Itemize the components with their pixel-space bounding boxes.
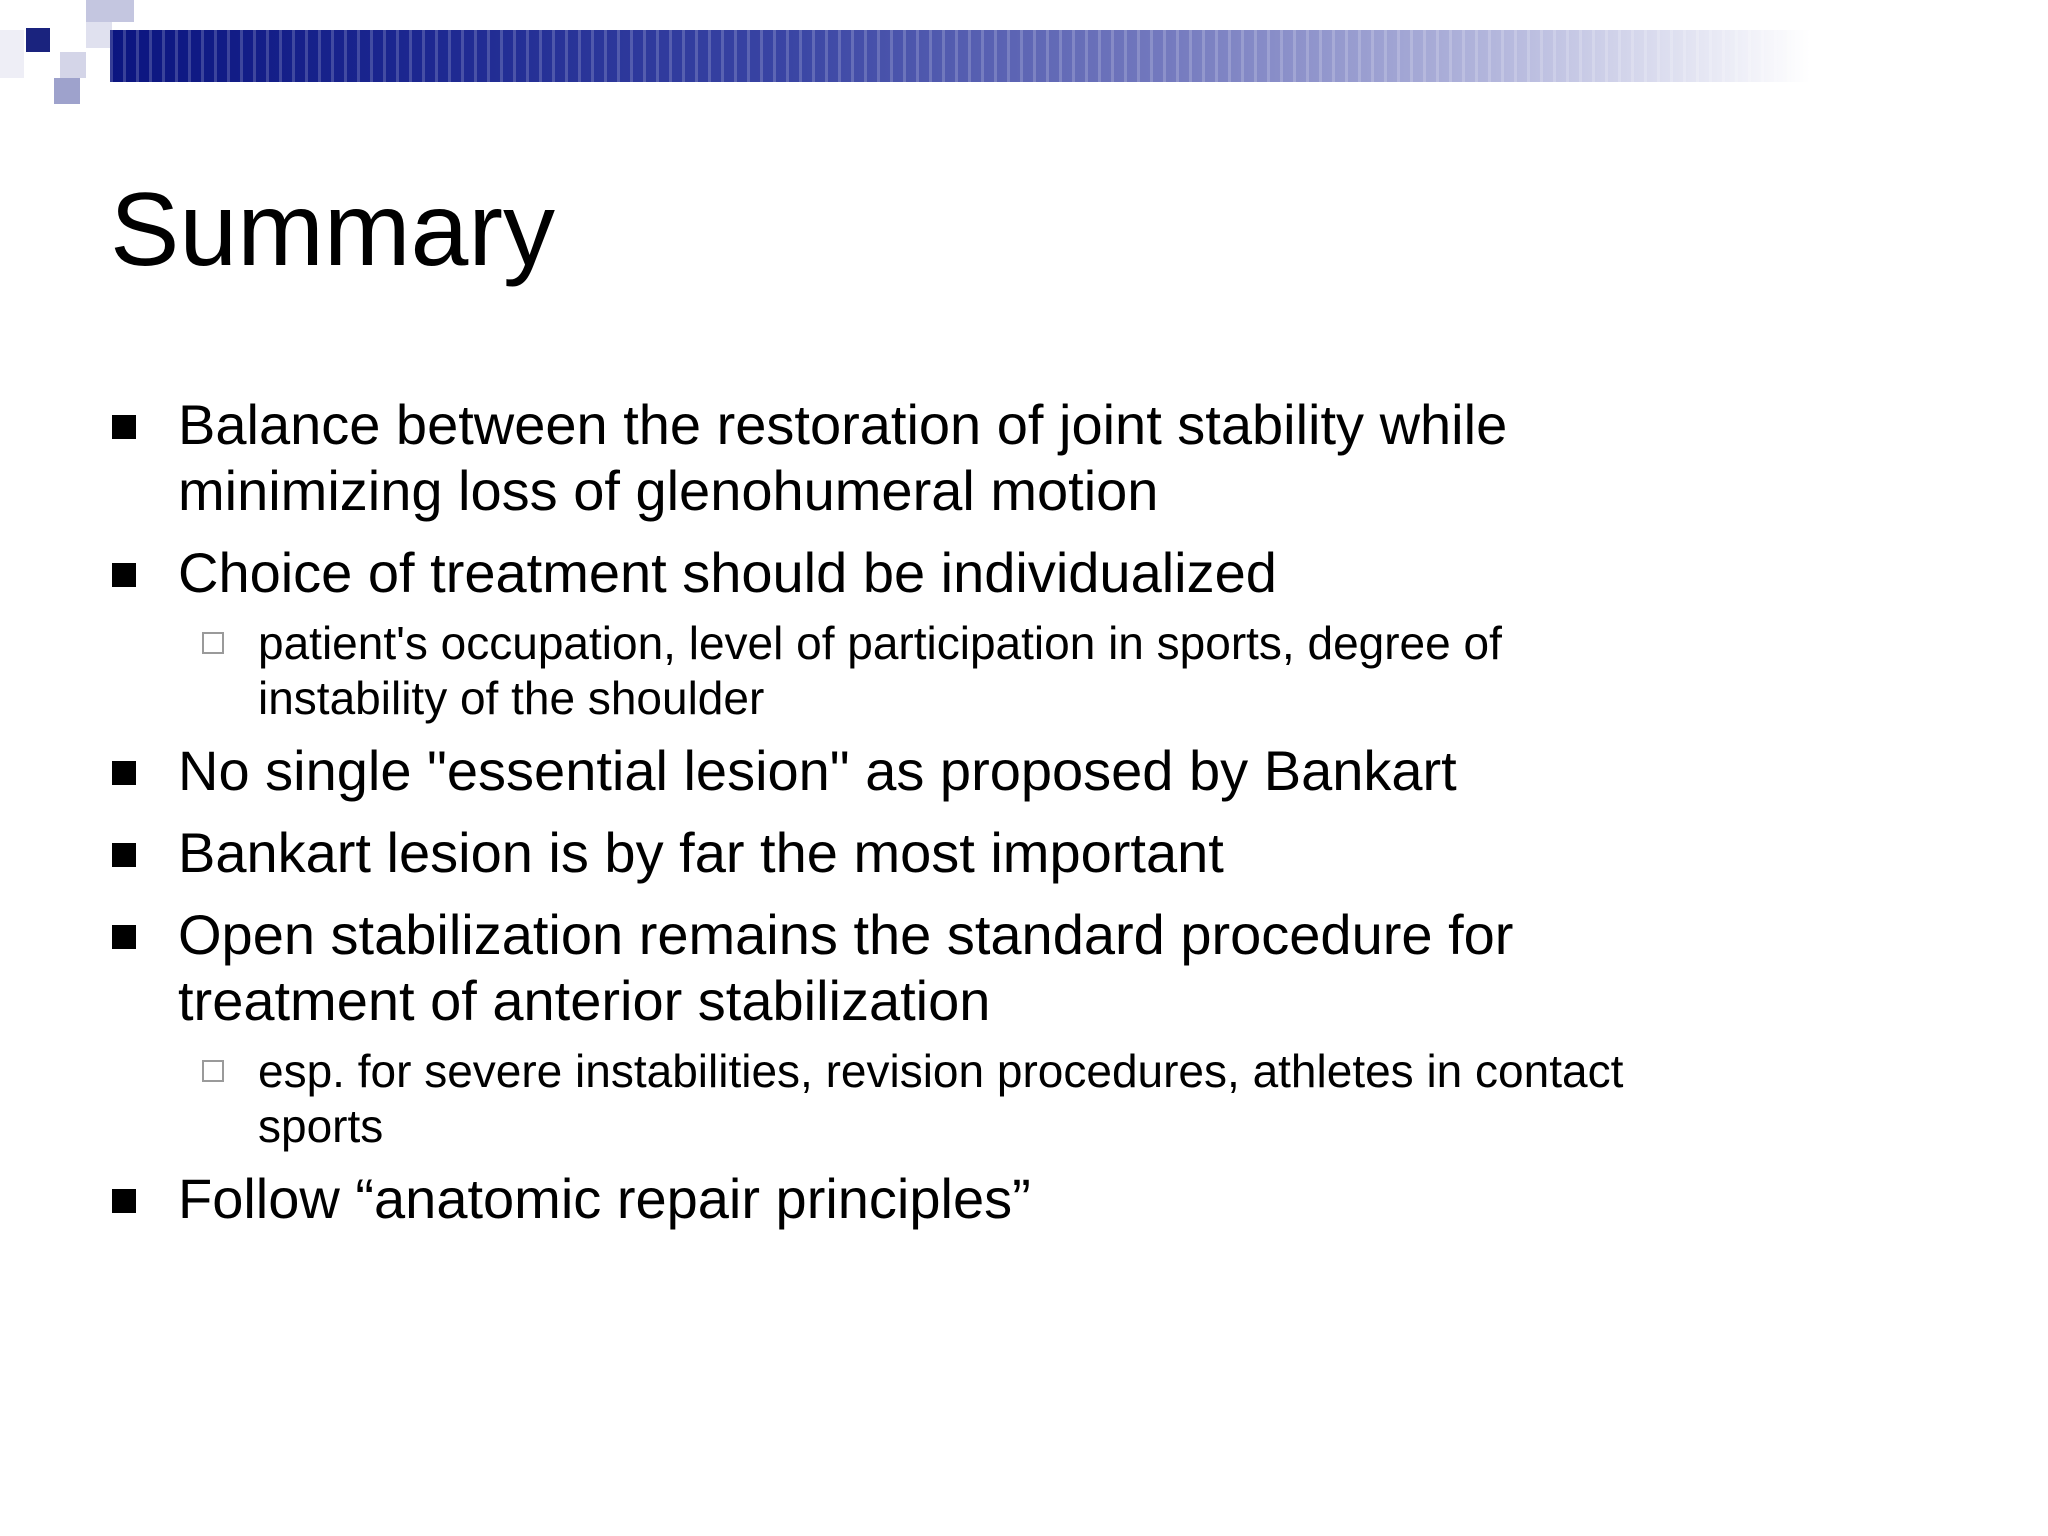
- bullet-text: Bankart lesion is by far the most important: [178, 821, 1224, 884]
- slide-title: Summary: [110, 172, 555, 288]
- bullet-item: [110, 1166, 1670, 1232]
- bullet-text: Choice of treatment should be individualized: [178, 541, 1277, 604]
- sub-bullet-item: [110, 1044, 1670, 1154]
- sub-bullet-text: patient's occupation, level of participation in sports, degree of instability of the shoulder: [258, 617, 1502, 724]
- bullet-text: Open stabilization remains the standard procedure for treatment of anterior stabilization: [178, 903, 1514, 1032]
- bullet-text: Balance between the restoration of joint stability while minimizing loss of glenohumeral motion: [178, 393, 1508, 522]
- square-bullet-icon: [112, 761, 136, 785]
- hollow-square-bullet-icon: [202, 632, 224, 654]
- bullet-item: [110, 540, 1670, 606]
- sub-bullet-item: [110, 616, 1670, 726]
- banner-square: [0, 30, 24, 78]
- banner-square: [86, 22, 112, 48]
- banner-gradient-stripe: [110, 30, 1810, 82]
- banner-square: [86, 0, 134, 22]
- bullet-text: No single "essential lesion" as proposed by Bankart: [178, 739, 1457, 802]
- hollow-square-bullet-icon: [202, 1060, 224, 1082]
- square-bullet-icon: [112, 563, 136, 587]
- square-bullet-icon: [112, 925, 136, 949]
- square-bullet-icon: [112, 415, 136, 439]
- header-banner: [0, 0, 2048, 120]
- bullet-item: [110, 902, 1670, 1034]
- banner-square: [60, 52, 86, 78]
- bullet-item: [110, 820, 1670, 886]
- square-bullet-icon: [112, 843, 136, 867]
- banner-square: [26, 28, 50, 52]
- banner-square: [54, 78, 80, 104]
- bullet-item: [110, 392, 1670, 524]
- bullet-text: Follow “anatomic repair principles”: [178, 1167, 1031, 1230]
- sub-bullet-text: esp. for severe instabilities, revision procedures, athletes in contact sports: [258, 1045, 1624, 1152]
- bullet-item: [110, 738, 1670, 804]
- square-bullet-icon: [112, 1189, 136, 1213]
- bullet-list: [110, 392, 1670, 1248]
